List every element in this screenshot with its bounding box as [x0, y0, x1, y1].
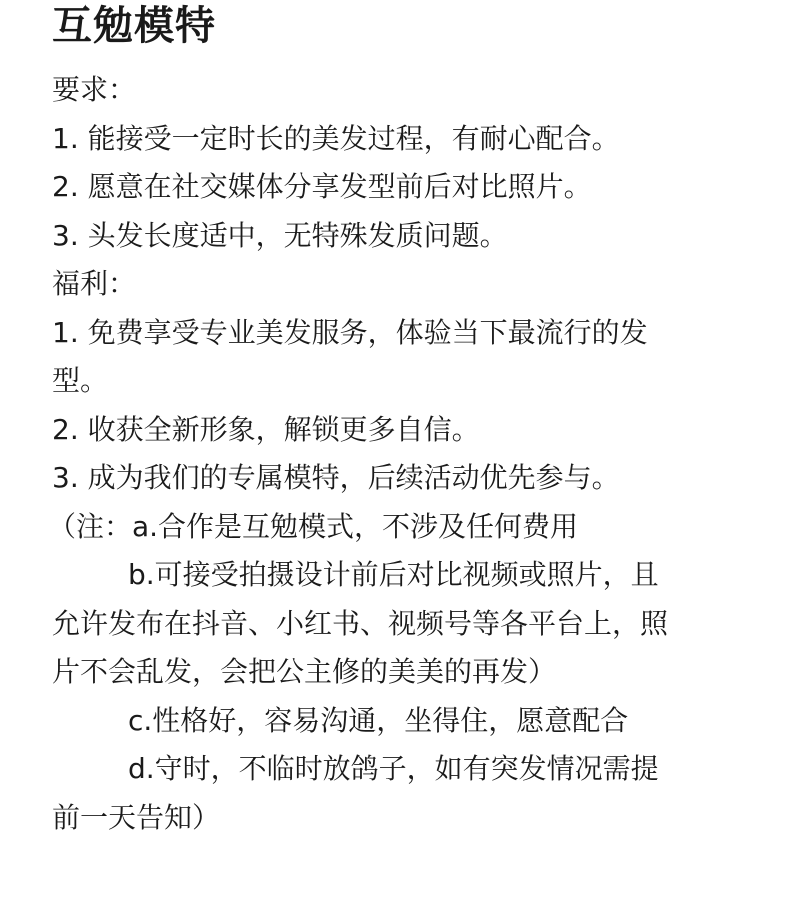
requirement-item-3: 3. 头发长度适中，无特殊发质问题。 — [52, 218, 508, 252]
benefit-item-1: 1. 免费享受专业美发服务，体验当下最流行的发 — [52, 315, 648, 349]
note-item-d: d.守时，不临时放鸽子，如有突发情况需提 — [128, 752, 659, 785]
note-item-d-continued: 前一天告知） — [52, 800, 221, 834]
benefit-item-1-continued: 型。 — [52, 364, 109, 397]
document — [48, 0, 772, 842]
section-heading-benefits: 福利： — [52, 267, 137, 300]
note-item-b: b.可接受拍摄设计前后对比视频或照片，且 — [128, 558, 659, 591]
requirement-item-2: 2. 愿意在社交媒体分享发型前后对比照片。 — [52, 170, 592, 203]
document-title: 互勉模特 — [52, 3, 216, 49]
note-item-a: （注：a.合作是互勉模式，不涉及任何费用 — [48, 509, 579, 543]
requirement-item-1: 1. 能接受一定时长的美发过程，有耐心配合。 — [52, 121, 620, 155]
section-heading-requirements: 要求： — [52, 73, 137, 106]
benefit-item-3: 3. 成为我们的专属模特，后续活动优先参与。 — [52, 461, 620, 494]
note-item-c: c.性格好，容易沟通，坐得住，愿意配合 — [128, 703, 629, 737]
benefit-item-2: 2. 收获全新形象，解锁更多自信。 — [52, 412, 480, 446]
note-item-b-continued-2: 片不会乱发，会把公主修的美美的再发） — [52, 655, 557, 688]
document-body — [48, 66, 772, 842]
note-item-b-continued: 允许发布在抖音、小红书、视频号等各平台上，照 — [52, 606, 669, 640]
